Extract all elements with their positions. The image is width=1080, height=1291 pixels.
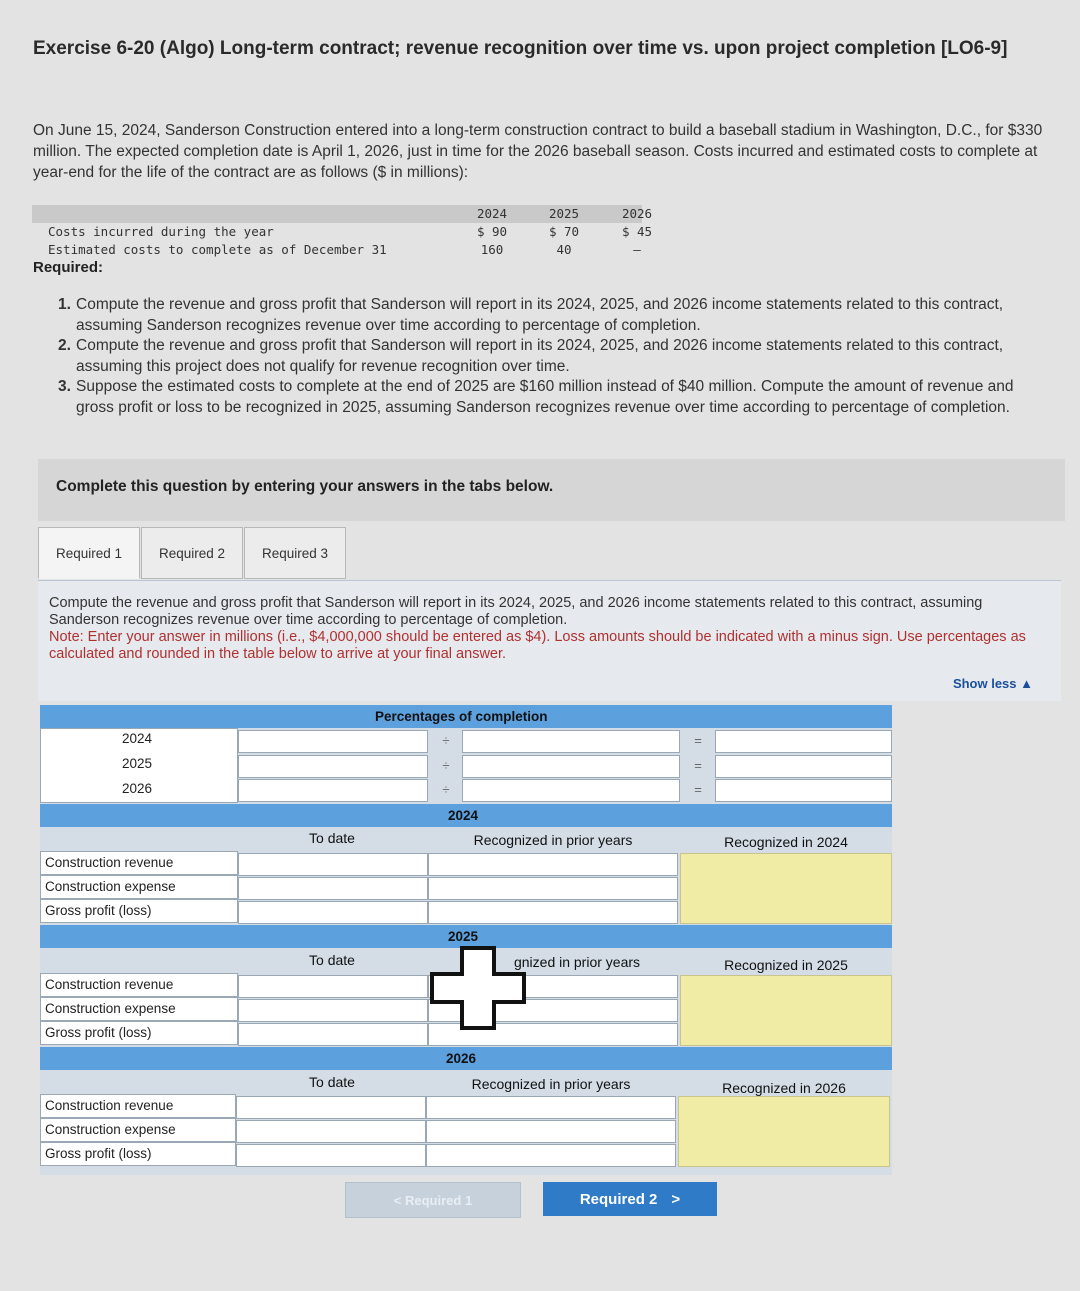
prev-required-button[interactable]: < Required 1 — [345, 1182, 521, 1218]
equals-icon: = — [694, 733, 702, 748]
input-2026-profit-to-date[interactable] — [236, 1144, 426, 1167]
input-2025-profit-to-date[interactable] — [238, 1023, 428, 1046]
input-2024-revenue-prior[interactable] — [428, 853, 678, 876]
cost-row-label: Estimated costs to complete as of December 31 — [48, 242, 387, 257]
pct-year: 2024 — [122, 731, 153, 746]
input-2026-profit-prior[interactable] — [426, 1144, 676, 1167]
row-label: Construction expense — [40, 997, 238, 1021]
show-less-link[interactable]: Show less ▲ — [952, 676, 1033, 691]
cost-value: $ 70 — [548, 224, 580, 239]
col-prior: Recognized in prior years — [471, 1076, 631, 1092]
divide-icon: ÷ — [442, 733, 450, 748]
cost-header-2025: 2025 — [548, 206, 580, 221]
instruction-text — [49, 595, 1039, 663]
cost-value: $ 90 — [476, 224, 508, 239]
requirement-item: 2. Compute the revenue and gross profit that Sanderson will report in its 2024, 2025, and 2026 income statements related to this contract, assuming this project does not qualify for revenue recognition over time. — [58, 337, 1004, 375]
cost-value: — — [633, 242, 641, 257]
col-recognized: Recognized in 2026 — [722, 1080, 846, 1096]
cost-row-estimated — [32, 241, 642, 259]
intro-text: On June 15, 2024, Sanderson Construction entered into a long-term construction contract to build a baseball stadium in Washington, D.C., for $330 million. The expected completion date is April 1, 2026, just in time for the 2026 baseball season. Costs incurred and estimated costs to complete at year-end for the life of the contract are as follows ($ in millions): — [33, 122, 1043, 181]
pct-denominator-2026[interactable] — [462, 779, 680, 802]
cost-value: 160 — [480, 242, 504, 257]
section-year: 2024 — [448, 808, 479, 823]
instruction-main: Compute the revenue and gross profit that Sanderson will report in its 2024, 2025, and 2026 income statements related to this contract, assuming Sanderson recognizes revenue over time according to percentage of completion. — [49, 595, 983, 628]
divide-icon: ÷ — [442, 758, 450, 773]
pct-numerator-2025[interactable] — [238, 755, 428, 778]
pct-numerator-2024[interactable] — [238, 730, 428, 753]
input-2025-expense-to-date[interactable] — [238, 999, 428, 1022]
pct-numerator-2026[interactable] — [238, 779, 428, 802]
section-bar-2026 — [40, 1047, 892, 1070]
row-label: Construction expense — [40, 875, 238, 899]
input-2026-revenue-prior[interactable] — [426, 1096, 676, 1119]
col-to-date: To date — [309, 952, 355, 968]
pct-denominator-2024[interactable] — [462, 730, 680, 753]
input-2024-recognized[interactable] — [680, 853, 892, 924]
pct-result-2024[interactable] — [715, 730, 892, 753]
col-recognized: Recognized in 2025 — [724, 957, 848, 973]
complete-prompt-box — [38, 459, 1065, 521]
requirements-list — [58, 295, 1053, 418]
pct-denominator-2025[interactable] — [462, 755, 680, 778]
col-recognized: Recognized in 2024 — [724, 834, 848, 850]
next-required-button[interactable] — [543, 1182, 717, 1216]
row-label: Gross profit (loss) — [40, 1021, 238, 1045]
row-label: Construction revenue — [40, 851, 238, 875]
input-2026-expense-prior[interactable] — [426, 1120, 676, 1143]
row-label: Construction revenue — [40, 973, 238, 997]
input-2024-profit-prior[interactable] — [428, 901, 678, 924]
answer-grid — [40, 705, 892, 1175]
divide-icon: ÷ — [442, 782, 450, 797]
required-label: Required: — [33, 259, 104, 276]
cost-row-incurred — [32, 223, 653, 241]
input-2026-expense-to-date[interactable] — [236, 1120, 426, 1143]
chevron-right-icon: > — [671, 1190, 681, 1208]
pct-header-bar — [40, 705, 892, 728]
input-2024-profit-to-date[interactable] — [238, 901, 428, 924]
cost-table — [32, 205, 653, 259]
row-label: Gross profit (loss) — [40, 899, 238, 923]
input-2024-expense-to-date[interactable] — [238, 877, 428, 900]
cost-header-2026: 2026 — [621, 206, 653, 221]
tab-required-1[interactable]: Required 1 — [38, 527, 140, 579]
crosshair-cursor-icon — [430, 946, 526, 1030]
input-2024-expense-prior[interactable] — [428, 877, 678, 900]
row-label: Gross profit (loss) — [40, 1142, 236, 1166]
next-button-label: Required 2 — [579, 1190, 658, 1208]
pct-year: 2025 — [122, 756, 153, 771]
tab-required-3[interactable]: Required 3 — [244, 527, 346, 579]
input-2026-revenue-to-date[interactable] — [236, 1096, 426, 1119]
tab-required-2[interactable]: Required 2 — [141, 527, 243, 579]
instruction-panel — [38, 580, 1061, 701]
cost-header-2024: 2024 — [476, 206, 508, 221]
requirement-item: 1. Compute the revenue and gross profit that Sanderson will report in its 2024, 2025, and 2026 income statements related to this contract, assuming Sanderson recognizes revenue over time according to percentage of completion. — [58, 296, 1004, 334]
pct-header: Percentages of completion — [375, 709, 548, 724]
complete-prompt: Complete this question by entering your answers in the tabs below. — [56, 478, 554, 495]
row-label: Construction revenue — [40, 1094, 236, 1118]
pct-year: 2026 — [122, 781, 153, 796]
section-bar-2025 — [40, 925, 892, 948]
input-2024-revenue-to-date[interactable] — [238, 853, 428, 876]
input-2026-recognized[interactable] — [678, 1096, 890, 1167]
row-label: Construction expense — [40, 1118, 236, 1142]
cost-table-header — [32, 205, 653, 223]
pct-result-2026[interactable] — [715, 779, 892, 802]
pct-result-2025[interactable] — [715, 755, 892, 778]
col-prior: gnized in prior years — [513, 954, 641, 970]
equals-icon: = — [694, 758, 702, 773]
section-year: 2026 — [446, 1051, 477, 1066]
col-prior: Recognized in prior years — [473, 832, 633, 848]
input-2025-recognized[interactable] — [680, 975, 892, 1046]
equals-icon: = — [694, 782, 702, 797]
col-to-date: To date — [309, 830, 355, 846]
instruction-note: Note: Enter your answer in millions (i.e., $4,000,000 should be entered as $4). Loss amounts should be indicated with a minus sign. Use percentages as calculated and rounded in the table below to arrive at your final answer. — [49, 629, 1026, 662]
requirement-item: 3. Suppose the estimated costs to complete at the end of 2025 are $160 million instead of $40 million. Compute the amount of revenue and gross profit or loss to be recognized in 2025, assuming Sanderson recognizes revenue over time according to percentage of completion. — [58, 378, 1014, 416]
input-2025-revenue-to-date[interactable] — [238, 975, 428, 998]
exercise-title: Exercise 6-20 (Algo) Long-term contract; revenue recognition over time vs. upon project completion [LO6-9] — [33, 38, 1008, 59]
cost-row-label: Costs incurred during the year — [48, 224, 274, 239]
cost-value: 40 — [556, 242, 572, 257]
cost-value: $ 45 — [621, 224, 653, 239]
section-bar-2024 — [40, 804, 892, 827]
section-year: 2025 — [448, 929, 479, 944]
col-to-date: To date — [309, 1074, 355, 1090]
